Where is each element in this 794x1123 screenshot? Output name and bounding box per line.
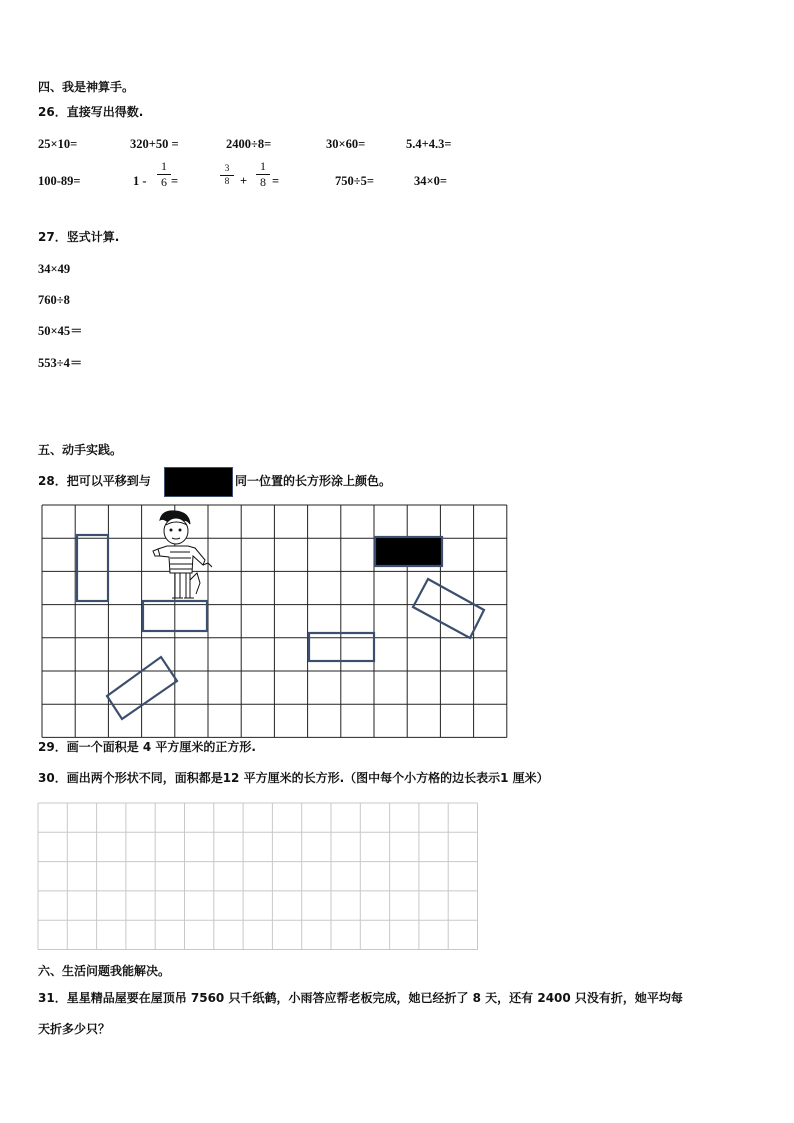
q31-line1: 31．星星精品屋要在屋顶吊 7560 只千纸鹤，小雨答应帮老板完成，她已经折了 8 天，还有 2400 只没有折，她平均每: [38, 991, 683, 1005]
q26-item: 750÷5=: [335, 174, 374, 188]
q28-text-prefix: 28．把可以平移到与: [38, 474, 151, 488]
rect-target-filled: [375, 537, 442, 566]
q26-equals: =: [171, 174, 179, 188]
q26-item: 5.4+4.3=: [406, 137, 452, 151]
q26-item: 100-89=: [38, 174, 81, 188]
q26-item: 2400÷8=: [226, 137, 272, 151]
q27-item: 760÷8: [38, 293, 70, 307]
fraction-numerator: 1: [260, 159, 266, 173]
q26-item: 25×10=: [38, 137, 78, 151]
q26-item: 320+50 =: [130, 137, 179, 151]
q26-item: 30×60=: [326, 137, 366, 151]
q30-grid-lines: [38, 803, 478, 950]
section4-heading: 四、我是神算手。: [38, 80, 135, 94]
rect-middle[interactable]: [309, 633, 374, 661]
q27-title: 27．竖式计算.: [38, 230, 120, 244]
q26-item: 34×0=: [414, 174, 447, 188]
fraction-denominator: 8: [224, 177, 230, 187]
q28-rectangles: [77, 535, 484, 719]
fraction-numerator: 3: [224, 164, 230, 174]
q29-text: 29．画一个面积是 4 平方厘米的正方形.: [38, 740, 256, 754]
boy-illustration: [153, 511, 212, 598]
q28-text-suffix: 同一位置的长方形涂上颜色。: [235, 474, 392, 488]
section6-heading: 六、生活问题我能解决。: [38, 964, 171, 978]
q31-line2: 天折多少只？: [38, 1022, 111, 1036]
q30-text: 30．画出两个形状不同，面积都是12 平方厘米的长方形.（图中每个小方格的边长表示1 厘米）: [38, 771, 549, 785]
q26-equals: =: [272, 174, 280, 188]
q27-item: 553÷4＝: [38, 356, 83, 370]
rect-vertical[interactable]: [77, 535, 108, 601]
q26-plus: +: [240, 174, 248, 188]
fraction-denominator: 6: [161, 175, 167, 189]
q26-fraction-prefix: 1 -: [133, 174, 147, 188]
q26-title: 26．直接写出得数.: [38, 105, 144, 119]
fraction-denominator: 8: [260, 175, 266, 189]
section5-heading: 五、动手实践。: [38, 443, 123, 457]
fraction-numerator: 1: [161, 159, 167, 173]
q27-item: 50×45＝: [38, 324, 83, 338]
q27-item: 34×49: [38, 262, 71, 276]
